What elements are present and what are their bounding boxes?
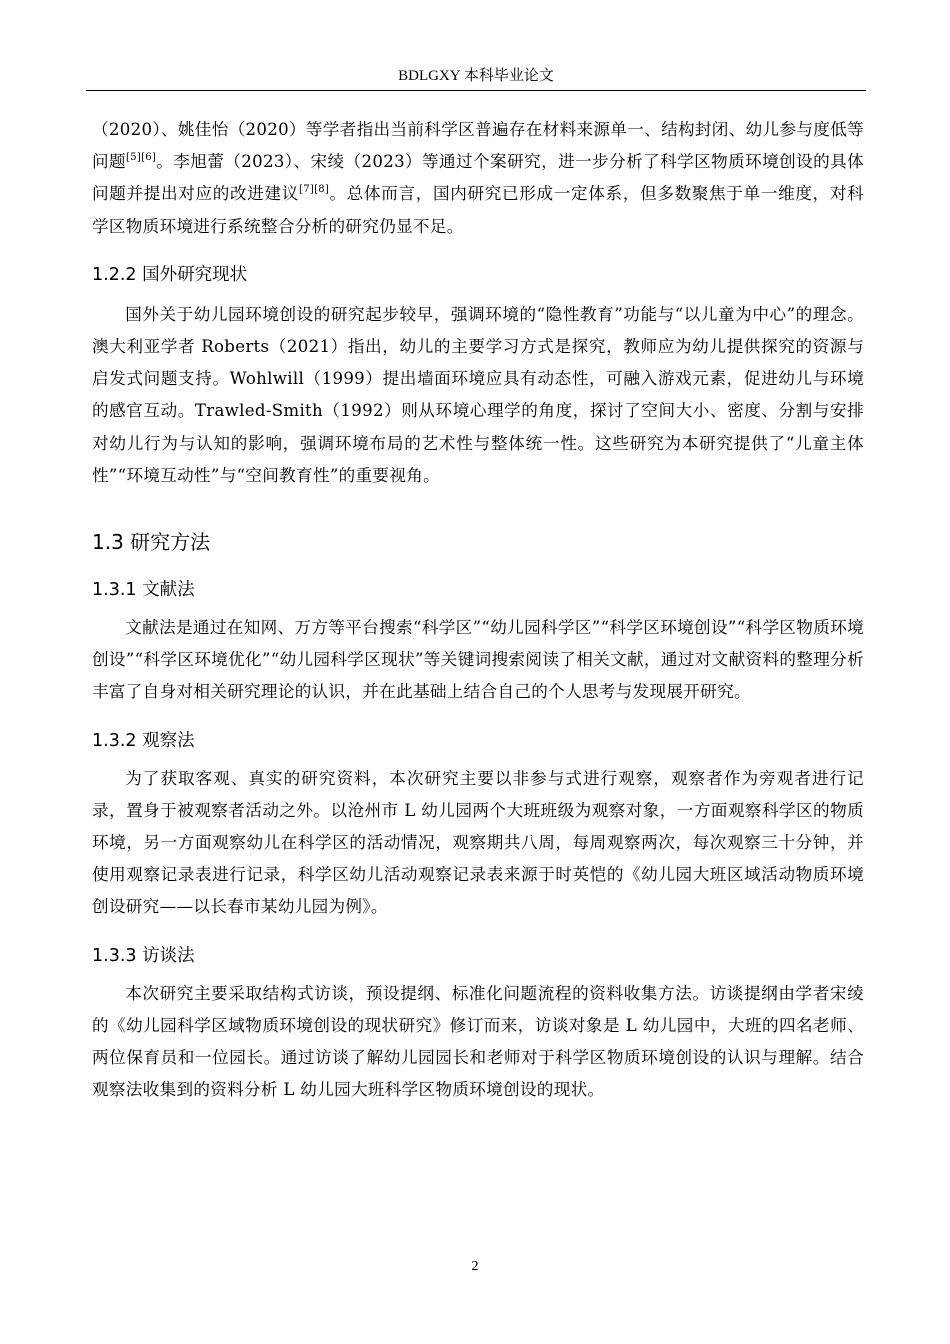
heading-1-3-2: 1.3.2 观察法 (92, 730, 195, 751)
citation: [7][8] (299, 184, 330, 196)
heading-1-3-3: 1.3.3 访谈法 (92, 945, 195, 966)
paragraph-text: 。总体而言，国内研究已形成一定体系，但多数聚焦于单一维度，对科学区物质环境进行系统整合分析的研究仍显不足。 (92, 184, 864, 236)
paragraph-literature-method: 文献法是通过在知网、万方等平台搜索“科学区”“幼儿园科学区”“科学区环境创设”“科学区物质环境创设”“科学区环境优化”“幼儿园科学区现状”等关键词搜索阅读了相关文献，通过对文献资料的整理分析丰富了自身对相关研究理论的认识，并在此基础上结合自己的个人思考与发现展开研究。 (92, 618, 864, 702)
page-number: 2 (471, 1259, 479, 1274)
paragraph-domestic-research-continued (92, 114, 864, 243)
paragraph-observation-method: 为了获取客观、真实的研究资料，本次研究主要以非参与式进行观察，观察者作为旁观者进行记录，置身于被观察者活动之外。以沧州市 L 幼儿园两个大班班级为观察对象，一方面观察科学区的物质环境，另一方面观察幼儿在科学区的活动情况，观察期共八周，每周观察两次，每次观察三十分钟，并使用观察记录表进行记录，科学区幼儿活动观察记录表来源于时英恺的《幼儿园大班区域活动物质环境创设研究——以长春市某幼儿园为例》。 (92, 768, 864, 917)
page-body (92, 114, 864, 1106)
header-divider (86, 90, 866, 91)
heading-1-2-2: 1.2.2 国外研究现状 (92, 264, 248, 285)
citation: [5][6] (126, 152, 157, 164)
paragraph-text: 。李旭蕾（2023）、宋绫（2023）等通过个案研究，进一步分析了科学区物质环境创设的具体问题并提出对应的改进建议 (92, 152, 864, 204)
page-header: BDLGXY 本科毕业论文 (398, 68, 554, 84)
paragraph-foreign-research: 国外关于幼儿园环境创设的研究起步较早，强调环境的“隐性教育”功能与“以儿童为中心”的理念。澳大利亚学者 Roberts（2021）指出，幼儿的主要学习方式是探究，教师应为幼儿提供探究的资源与启发式问题支持。Wohlwill（1999）提出墙面环境应具有动态性，可融入游戏元素，促进幼儿与环境的感官互动。Trawled-Smith（1992）则从环境心理学的角度，探讨了空间大小、密度、分割与安排对幼儿行为与认知的影响，强调环境布局的艺术性与整体统一性。这些研究为本研究提供了“儿童主体性”“环境互动性”与“空间教育性”的重要视角。 (92, 304, 864, 485)
heading-1-3: 1.3 研究方法 (92, 530, 211, 555)
heading-1-3-1: 1.3.1 文献法 (92, 580, 195, 601)
paragraph-interview-method: 本次研究主要采取结构式访谈，预设提纲、标准化问题流程的资料收集方法。访谈提纲由学者宋绫的《幼儿园科学区域物质环境创设的现状研究》修订而来，访谈对象是 L 幼儿园中，大班的四名老师、两位保育员和一位园长。通过访谈了解幼儿园园长和老师对于科学区物质环境创设的认识与理解。结合观察法收集到的资料分析 L 幼儿园大班科学区物质环境创设的现状。 (92, 983, 864, 1100)
paragraph-text: （2020）、姚佳怡（2020）等学者指出当前科学区普遍存在材料来源单一、结构封闭、幼儿参与度低等问题 (92, 120, 864, 172)
